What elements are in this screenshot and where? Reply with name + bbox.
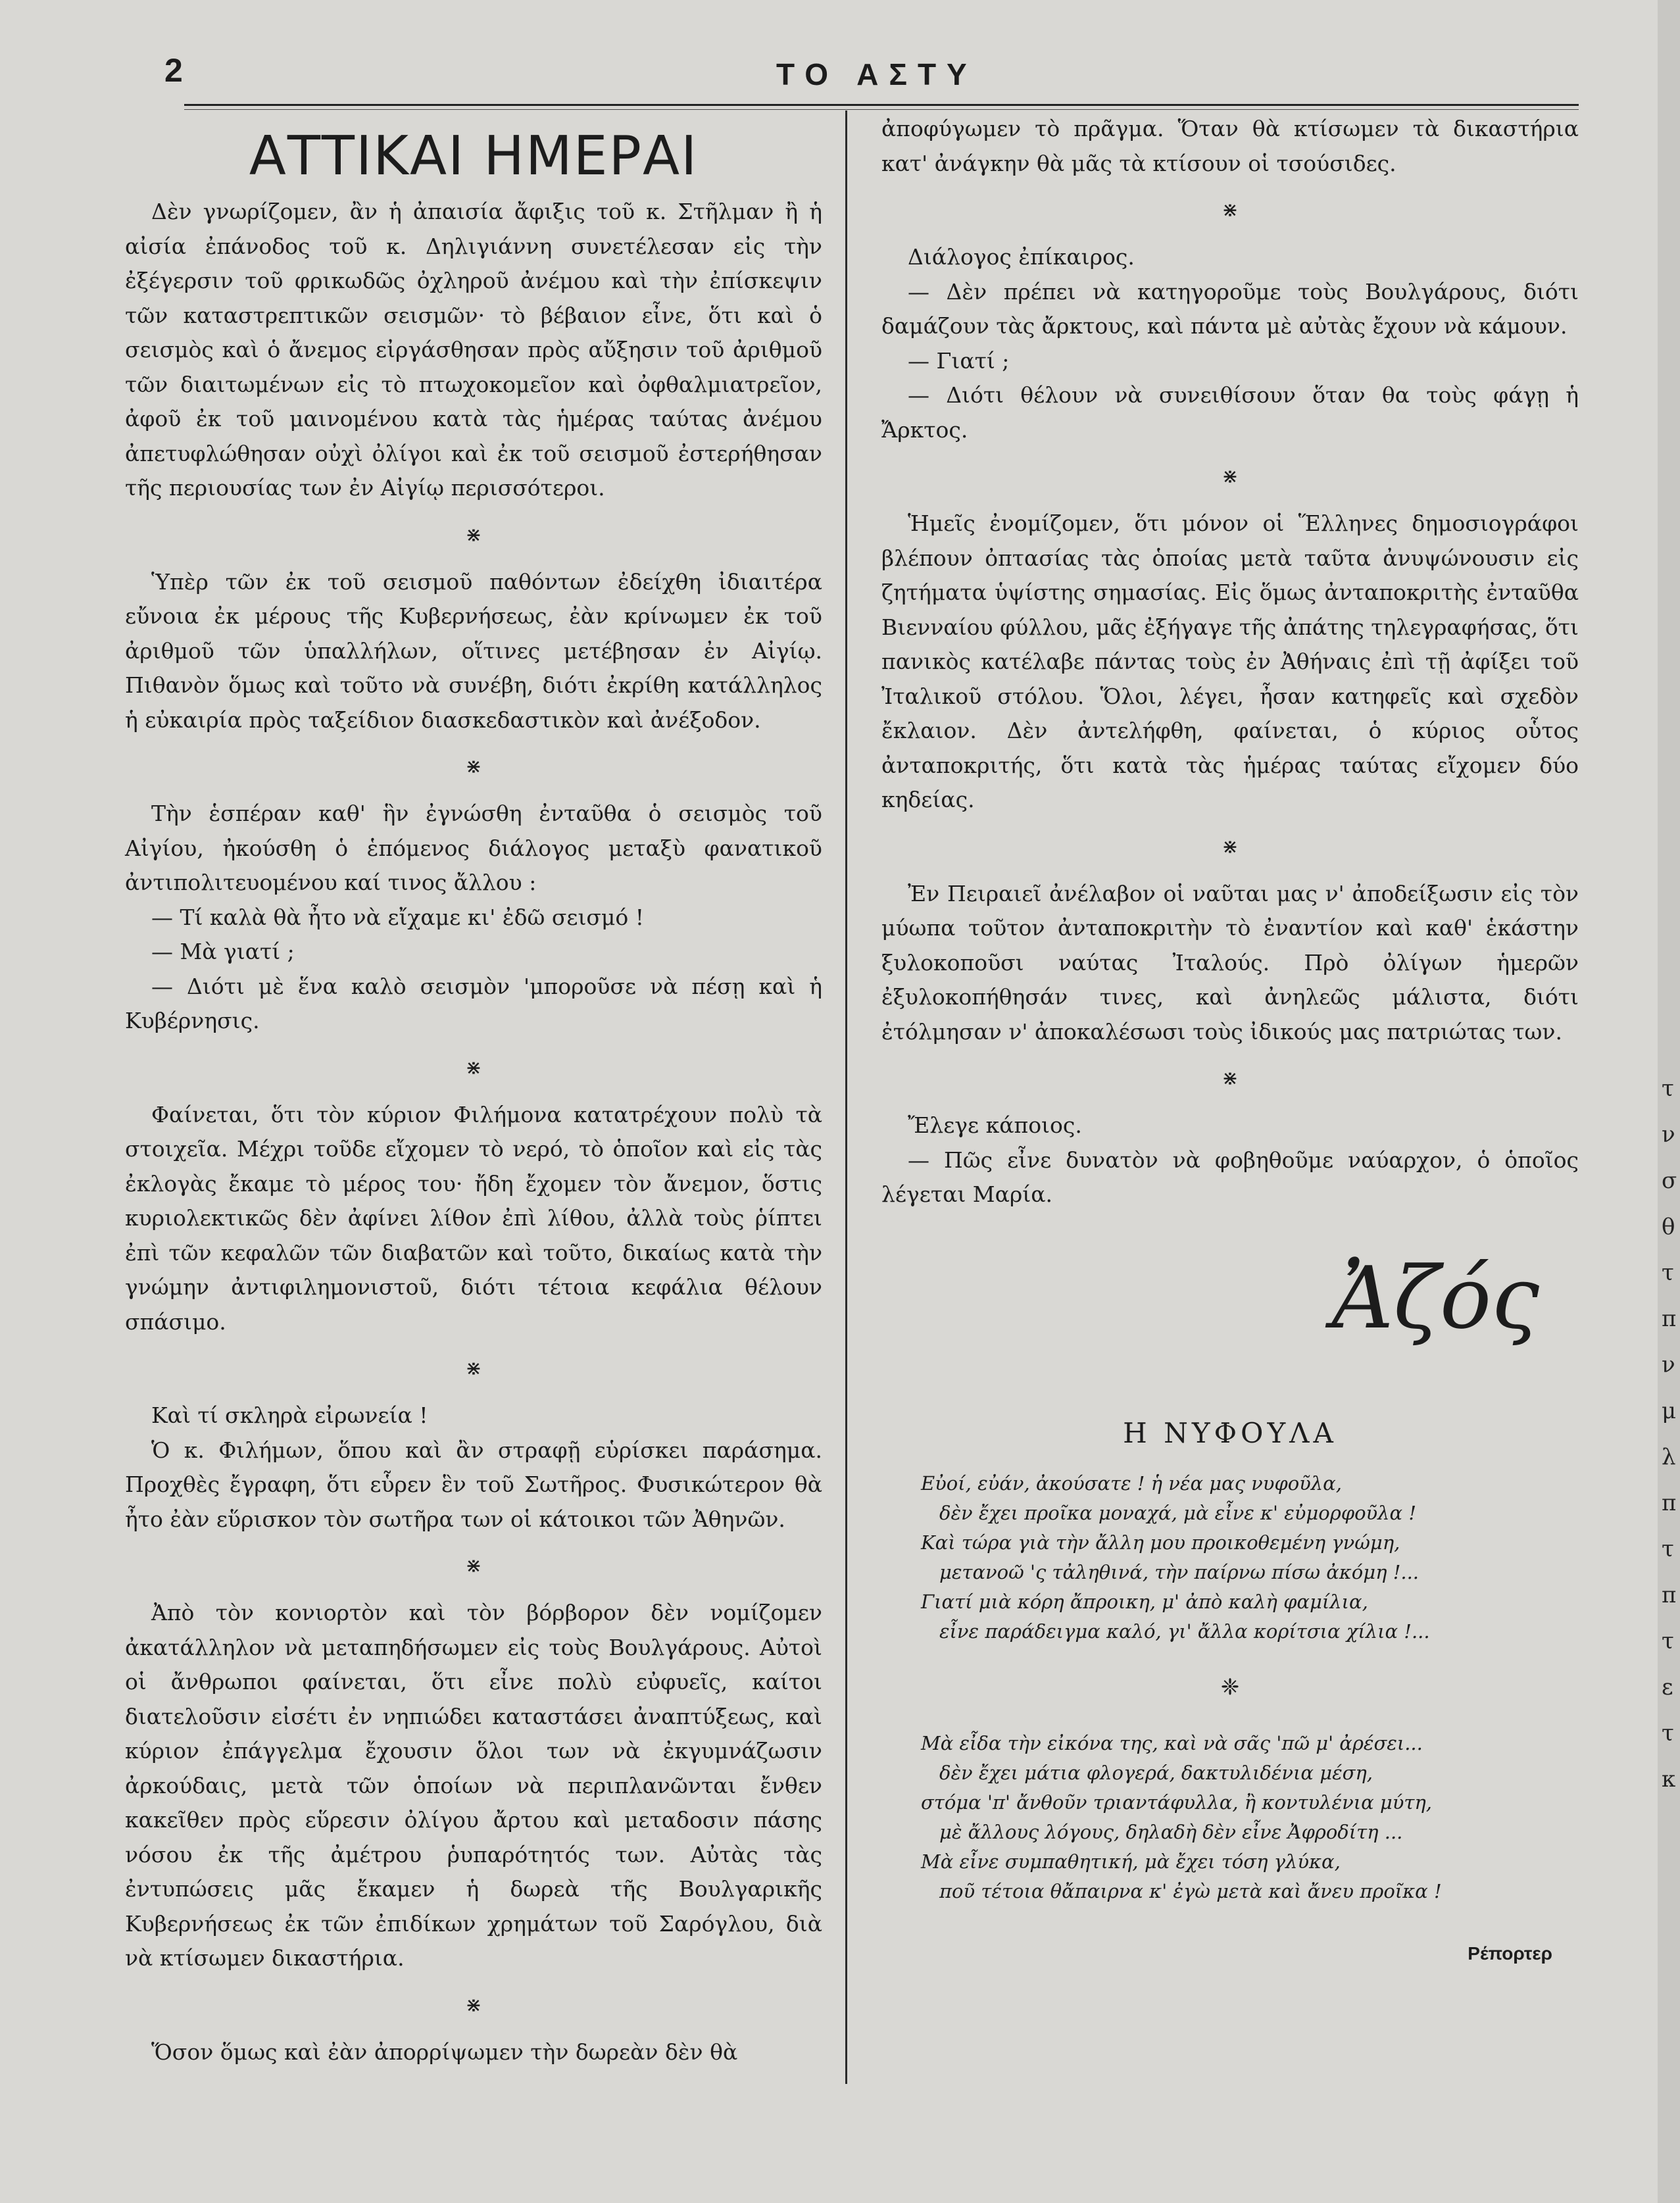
section-ornament: ⋇ (1222, 199, 1239, 222)
dialogue-line: — Διότι θέλουν νὰ συνειθίσουν ὅταν θα τοὺς φάγῃ ἡ Ἄρκτος. (881, 382, 1579, 443)
poem-line: μὲ ἄλλους λόγους, δηλαδὴ δὲν εἶνε Ἀφροδίτη ... (939, 1820, 1403, 1843)
fragment-letter: τ (1662, 1628, 1674, 1654)
poem-stanza-1 (881, 1469, 1579, 1646)
poem-ornament: ❈ (1220, 1674, 1240, 1700)
paragraph-earthquake-wind: Δὲν γνωρίζομεν, ἂν ἡ ἀπαισία ἄφιξις τοῦ κ. Στῆλμαν ἢ ἡ αἰσία ἐπάνοδος τοῦ κ. Δηλιγιάννη συνετέλεσαν εἰς τὴν ἐξέγερσιν τοῦ φρικωδῶς ὀχληροῦ ἀνέμου καὶ τὴν ἐπίσκεψιν τῶν καταστρεπτικῶν σεισμῶν· τὸ βέβαιον εἶνε, ὅτι καὶ ὁ σεισμὸς καὶ ὁ ἄνεμος εἰργάσθησαν πρὸς αὔξησιν τοῦ ἀριθμοῦ τῶν διαιτωμένων εἰς τὸ πτωχοκομεῖον καὶ ὀφθαλμιατρεῖον, ἀφοῦ ἐκ τοῦ μαινομένου κατὰ τὰς ἡμέρας ταύτας ἀνέμου ἀπετυφλώθησαν οὐχὶ ὀλίγοι καὶ ἐκ τοῦ σεισμοῦ ἐστερήθησαν τῆς περιουσίας των ἐν Αἰγίῳ περισσότεροι. (125, 199, 822, 501)
paragraph-correspondent: Ἡμεῖς ἐνομίζομεν, ὅτι μόνον οἱ Ἕλληνες δημοσιογράφοι βλέπουν ὀπτασίας τὰς ὁποίας μετὰ ταῦτα ἀνυψώνουσιν εἰς ζητήματα ὑψίστης σημασίας. Εἰς ὅμως ἀνταποκριτὴς ἐνταῦθα Βιενναίου φύλλου, μᾶς ἐξήγαγε τῆς ἀπάτης τηλεγραφήσας, ὅτι πανικὸς κατέλαβε πάντας τοὺς ἐν Ἀθήναις ἐπὶ τῇ ἀφίξει τοῦ Ἰταλικοῦ στόλου. Ὅλοι, λέγει, ἦσαν κατηφεῖς καὶ σχεδὸν ἔκλαιον. Δὲν ἀντελήφθη, φαίνεται, ὁ κύριος οὗτος ἀνταποκριτής, ὅτι κατὰ τὰς ἡμέρας ταύτας εἴχομεν δύο κηδείας. (881, 510, 1579, 812)
poem-line: στόμα 'π' ἄνθοῦν τριαντάφυλλα, ἢ κοντυλένια μύτη, (921, 1791, 1433, 1814)
poem-line: Γιατί μιὰ κόρη ἄπροικη, μ' ἀπὸ καλὴ φαμίλια, (921, 1591, 1368, 1613)
poem-line: εἶνε παράδειγμα καλό, γι' ἄλλα κορίτσια χίλια !... (939, 1620, 1430, 1643)
dialogue-line: — Μὰ γιατί ; (151, 939, 295, 964)
paragraph-continuation: ἀποφύγωμεν τὸ πρᾶγμα. Ὅταν θὰ κτίσωμεν τὰ δικαστήρια κατ' ἀνάγκην θὰ μᾶς τὰ κτίσουν οἱ τσούσιδες. (881, 116, 1579, 176)
poem-line: δὲν ἔχει προῖκα μοναχά, μὰ εἶνε κ' εὐμορφοῦλα ! (939, 1502, 1416, 1524)
dialogue-line: — Διότι μὲ ἕνα καλὸ σεισμὸν 'μποροῦσε νὰ πέσῃ καὶ ἡ Κυβέρνησις. (125, 973, 822, 1033)
paragraph-admiral-intro: Ἔλεγε κάποιος. (908, 1112, 1082, 1138)
section-ornament: ⋇ (465, 1357, 482, 1380)
fragment-letter: ε (1662, 1674, 1673, 1700)
poem-line: Εὐοί, εὐάν, ἀκούσατε ! ἡ νέα μας νυφοῦλα, (921, 1472, 1342, 1495)
section-ornament: ⋇ (465, 1056, 482, 1079)
dialogue-line: — Δὲν πρέπει νὰ κατηγοροῦμε τοὺς Βουλγάρους, διότι δαμάζουν τὰς ἄρκτους, καὶ πάντα μὲ αὐτὰς ἔχουν νὰ κάμουν. (881, 278, 1579, 339)
fragment-letter: π (1662, 1306, 1677, 1332)
paragraph-piraeus: Ἐν Πειραιεῖ ἀνέλαβον οἱ ναῦται μας ν' ἀποδείξωσιν εἰς τὸν μύωπα τοῦτον ἀνταποκριτὴν τὸ ἐναντίον καὶ καθ' ἑκάστην ξυλοκοποῦσι ναύτας Ἰταλούς. Πρὸ ὀλίγων ἡμερῶν ἐξυλοκοπήθησάν τινες, καὶ ἀνηλεῶς μάλιστα, διότι ἐτόλμησαν ν' ἀποκαλέσωσι τοὺς ἰδικούς μας πατριώτας των. (881, 880, 1579, 1045)
dialogue-title: Διάλογος ἐπίκαιρος. (908, 244, 1135, 270)
section-ornament: ⋇ (465, 755, 482, 778)
left-column (125, 125, 822, 2069)
poem-line: Καὶ τώρα γιὰ τὴν ἄλλη μου προικοθεμένη γνώμη, (921, 1531, 1400, 1554)
fragment-letter: κ (1662, 1766, 1676, 1793)
fragment-letter: π (1662, 1490, 1677, 1516)
fragment-letter: π (1662, 1582, 1677, 1608)
paragraph-dialogue-intro: Τὴν ἑσπέραν καθ' ἣν ἐγνώσθη ἐνταῦθα ὁ σεισμὸς τοῦ Αἰγίου, ἠκούσθη ὁ ἑπόμενος διάλογος μεταξὺ φανατικοῦ ἀντιπολιτευομένου καί τινος ἄλλου : (125, 801, 822, 895)
paragraph-bulgarians: Ἀπὸ τὸν κονιορτὸν καὶ τὸν βόρβορον δὲν νομίζομεν ἀκατάλληλον νὰ μεταπηδήσωμεν εἰς τοὺς Βουλγάρους. Αὐτοὶ οἱ ἄνθρωποι φαίνεται, ὅτι εἶνε πολὺ εὐφυεῖς, καίτοι διατελοῦσιν εἰσέτι ἐν νηπιώδει καταστάσει ἀναπτύξεως, καὶ κύριον ἐπάγγελμα ἔχουσιν ὅλοι των νὰ ἐκγυμνάζωσιν ἀρκούδαις, μετὰ τῶν ὁποίων νὰ περιπλανῶνται ἔνθεν κακεῖθεν πρὸς εὕρεσιν ὀλίγου ἄρτου καὶ μεταδοσιν πάσης νόσου ἐκ τῆς ἀμέτρου ῥυπαρότητός των. Αὐτὰς τὰς ἐντυπώσεις μᾶς ἔκαμεν ἡ δωρεὰ τῆς Βουλγαρικῆς Κυβερνήσεως ἐκ τῶν ἐπιδίκων χρημάτων τοῦ Σαρόγλου, διὰ νὰ κτίσωμεν δικαστήρια. (125, 1600, 822, 1971)
fragment-letter: λ (1662, 1444, 1676, 1470)
byline: Ρέπορτερ (1468, 1943, 1552, 1964)
header-rule (184, 104, 1579, 106)
masthead: ΤΟ ΑΣΤΥ (776, 57, 977, 91)
paragraph-filimon: Φαίνεται, ὅτι τὸν κύριον Φιλήμονα κατατρέχουν πολὺ τὰ στοιχεῖα. Μέχρι τοῦδε εἴχομεν τὸ νερό, τὸ ὁποῖον καὶ εἰς τὰς ἐκλογὰς ἔκαμε τὸ μέρος του· ἤδη ἔχομεν τὸν ἄνεμον, ὅστις κυριολεκτικῶς δὲν ἀφίνει λίθον ἐπὶ λίθου, ἀλλὰ τοὺς ῥίπτει ἐπὶ τῶν κεφαλῶν τῶν διαβατῶν καὶ τοῦτο, δικαίως κατὰ τὴν γνώμην ἀντιφιλημονιστοῦ, διότι τέτοια κεφάλια θέλουν σπάσιμο. (125, 1101, 822, 1335)
section-ornament: ⋇ (465, 1554, 482, 1577)
poem-title: Η ΝΥΦΟΥΛΑ (1123, 1416, 1337, 1449)
paragraph-irony-title: Καὶ τί σκληρὰ εἰρωνεία ! (151, 1402, 428, 1428)
dialogue-line: — Πῶς εἶνε δυνατὸν νὰ φοβηθοῦμε ναύαρχον, ὁ ὁποῖος λέγεται Μαρία. (881, 1147, 1579, 1207)
handwritten-signature: Ἀζός (1331, 1247, 1539, 1348)
section-ornament: ⋇ (1222, 1067, 1239, 1090)
fragment-letter: τ (1662, 1260, 1674, 1286)
section-ornament: ⋇ (1222, 465, 1239, 488)
fragment-letter: τ (1662, 1536, 1674, 1562)
poem-line: Μὰ εἶδα τὴν εἰκόνα της, καὶ νὰ σᾶς 'πῶ μ' ἀρέσει... (921, 1731, 1423, 1754)
fragment-letter: σ (1662, 1168, 1677, 1194)
fragment-letter: μ (1662, 1398, 1677, 1424)
adjacent-page-fragment (1662, 1066, 1680, 1802)
poem-line: Μὰ εἶνε συμπαθητική, μὰ ἔχει τόση γλύκα, (921, 1850, 1341, 1873)
fragment-letter: ν (1662, 1122, 1675, 1148)
fragment-letter: τ (1662, 1076, 1674, 1102)
paragraph-irony: Ὁ κ. Φιλήμων, ὅπου καὶ ἂν στραφῇ εὑρίσκει παράσημα. Προχθὲς ἔγραφη, ὅτι εὗρεν ἓν τοῦ Σωτῆρος. Φυσικώτερον θὰ ἦτο ἐὰν εὕρισκον τὸν σωτῆρα των οἱ κάτοικοι τῶν Ἀθηνῶν. (125, 1437, 822, 1532)
column-divider (845, 111, 847, 2084)
header-rule-thin (184, 109, 1579, 110)
page-number: 2 (164, 52, 183, 89)
fragment-letter: θ (1662, 1214, 1675, 1240)
section-ornament: ⋇ (465, 1993, 482, 2017)
article-headline: ΑΤΤΙΚΑΙ ΗΜΕΡΑΙ (249, 125, 699, 187)
fragment-letter: ν (1662, 1352, 1675, 1378)
right-column (881, 112, 1579, 1971)
poem-line: ποῦ τέτοια θἄπαιρνα κ' ἐγὼ μετὰ καὶ ἄνευ προῖκα ! (939, 1879, 1442, 1902)
poem-line: μετανοῶ 'ς τἀληθινά, τὴν παίρνω πίσω ἀκόμη !... (939, 1561, 1420, 1583)
fragment-letter: τ (1662, 1720, 1674, 1746)
poem-line: δὲν ἔχει μάτια φλογερά, δακτυλιδένια μέση, (939, 1761, 1373, 1784)
dialogue-line: — Τί καλὰ θὰ ἦτο νὰ εἴχαμε κι' ἐδῶ σεισμό ! (151, 904, 644, 930)
section-ornament: ⋇ (1222, 835, 1239, 858)
dialogue-line: — Γιατί ; (908, 347, 1010, 374)
poem-stanza-2 (881, 1729, 1579, 1906)
paragraph-officials: Ὑπὲρ τῶν ἐκ τοῦ σεισμοῦ παθόντων ἐδείχθη ἰδιαιτέρα εὔνοια ἐκ μέρους τῆς Κυβερνήσεως, ἐὰν κρίνωμεν ἐκ τοῦ ἀριθμοῦ τῶν ὑπαλλήλων, οἵτινες μετέβησαν ἐν Αἰγίῳ. Πιθανὸν ὅμως καὶ τοῦτο νὰ συνέβη, διότι ἐκρίθη κατάλληλος ἡ εὐκαιρία πρὸς ταξείδιον διασκεδαστικὸν καὶ ἀνέξοδον. (125, 568, 822, 733)
paragraph-donation: Ὅσον ὅμως καὶ ἐὰν ἀπορρίψωμεν τὴν δωρεὰν δὲν θὰ (151, 2039, 738, 2065)
section-ornament: ⋇ (465, 523, 482, 547)
